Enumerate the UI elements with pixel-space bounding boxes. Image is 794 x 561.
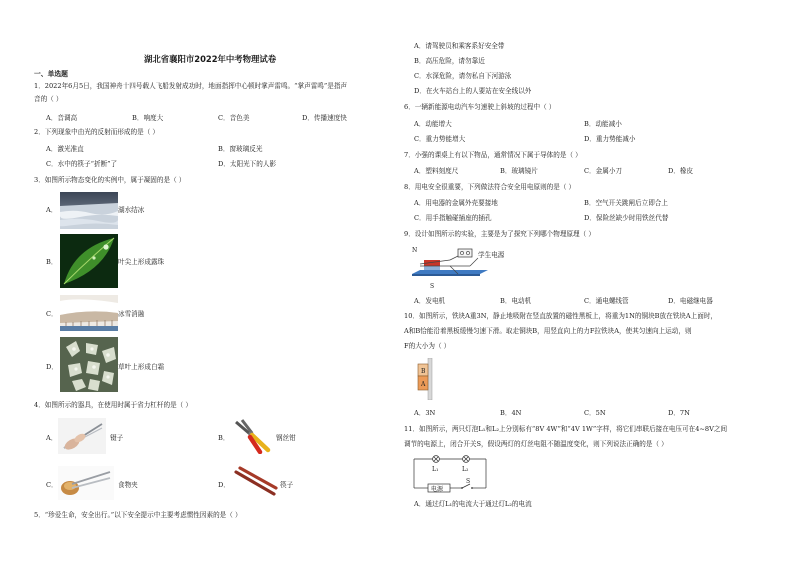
q8-option-c[interactable]: C．用手指触碰插座的插孔	[414, 214, 492, 222]
q4-option-d-caption: 筷子	[280, 481, 294, 489]
q2-option-d[interactable]: D．太阳光下的人影	[218, 160, 277, 168]
q7-option-d[interactable]: D．橡皮	[668, 167, 694, 175]
q10-label-b: B	[421, 368, 426, 375]
chopsticks-image	[232, 466, 278, 500]
q6-option-b[interactable]: B．动能减小	[584, 120, 622, 128]
page-title: 湖北省襄阳市2022年中考物理试卷	[144, 54, 277, 64]
q8-option-d[interactable]: D．保险丝缺少时用铁丝代替	[584, 214, 669, 222]
q4-option-b-letter[interactable]: B．	[218, 434, 230, 442]
q2-stem: 2．下列现象中由光的反射而形成的是（ ）	[34, 128, 159, 136]
q11-circuit-figure	[412, 454, 488, 494]
q3-option-d-letter[interactable]: D．	[46, 363, 58, 371]
q3-option-d-caption: 草叶上形成白霜	[118, 363, 165, 371]
q10-stem-line3: F的大小为（ ）	[404, 342, 451, 350]
q9-option-c[interactable]: C．通电螺线管	[584, 297, 629, 305]
q4-option-c-caption: 食物夹	[118, 481, 138, 489]
q4-option-a-caption: 镊子	[110, 434, 124, 442]
q10-blocks-figure	[412, 358, 434, 400]
q10-option-b[interactable]: B．4N	[500, 409, 522, 417]
melting-snow-image	[60, 295, 118, 331]
q10-option-d[interactable]: D．7N	[668, 409, 690, 417]
q2-option-c[interactable]: C．水中的筷子“折断”了	[46, 160, 118, 168]
q2-option-b[interactable]: B．窗玻璃反光	[218, 145, 263, 153]
q9-option-a[interactable]: A．发电机	[414, 297, 446, 305]
tweezers-image	[58, 418, 106, 454]
q8-stem: 8．用电安全很重要，下列做法符合安全用电原则的是（ ）	[404, 183, 576, 191]
q7-stem: 7．小强的课桌上有以下物品，通常情况下属于导体的是（ ）	[404, 151, 582, 159]
q7-option-c[interactable]: C．金属小刀	[584, 167, 623, 175]
q5-option-a[interactable]: A．请驾驶员和乘客系好安全带	[414, 42, 505, 50]
q5-option-d[interactable]: D．在火车站台上的人要站在安全线以外	[414, 87, 532, 95]
q1-stem-line2: 音的（ ）	[34, 95, 63, 103]
q7-option-b[interactable]: B．玻璃镜片	[500, 167, 538, 175]
q10-label-a: A	[421, 381, 426, 388]
q3-option-c-caption: 冰雪消融	[118, 310, 145, 318]
q1-stem-line1: 1．2022年6月5日，我国神舟十四号载人飞船发射成功时，地面指挥中心顿时掌声雷鸣。“掌声雷鸣”是指声	[34, 82, 348, 90]
food-tongs-image	[58, 466, 114, 500]
q9-option-d[interactable]: D．电磁继电器	[668, 297, 713, 305]
q4-option-d-letter[interactable]: D．	[218, 481, 230, 489]
q2-option-a[interactable]: A．激光准直	[46, 145, 84, 153]
q5-option-c[interactable]: C．水深危险，请勿私自下河游泳	[414, 72, 512, 80]
q10-stem-line1: 10．如图所示，铁块A重3N，静止地吸附在竖直放置的磁性黑板上，将重为1N的铜块B放在铁块A上面时，	[404, 312, 718, 320]
q9-label-n: N	[412, 247, 418, 254]
q11-stem-line1: 11．如图所示，两只灯泡L₁和L₂上分别标有“8V 4W”和“4V 1W”字样，将它们串联后接在电压可在4~8V之间	[404, 425, 728, 433]
q4-option-b-caption: 钢丝钳	[276, 434, 296, 442]
q3-stem: 3．如图所示物态变化的实例中，属于凝固的是（ ）	[34, 176, 186, 184]
pliers-image	[232, 418, 272, 454]
q11-label-power: 电源	[431, 486, 444, 493]
q11-label-l1: L₁	[432, 466, 439, 473]
q9-stem: 9．设计如图所示的实验，主要是为了探究下列哪个物理原理（ ）	[404, 230, 595, 238]
frost-leaves-image	[60, 337, 118, 392]
q8-option-b[interactable]: B．空气开关跳闸后立即合上	[584, 199, 668, 207]
q3-option-a-letter[interactable]: A．	[46, 206, 58, 214]
q7-option-a[interactable]: A．塑料刻度尺	[414, 167, 459, 175]
leaf-dew-image	[60, 234, 118, 288]
q3-option-b-letter[interactable]: B．	[46, 258, 58, 266]
q6-option-a[interactable]: A．动能增大	[414, 120, 452, 128]
q11-stem-line2: 调节的电源上，闭合开关S，假设两灯的灯丝电阻不随温度变化，则下列说法正确的是（ ）	[404, 440, 668, 448]
q10-stem-line2: A和B恰能沿着黑板缓慢匀速下滑。取走铜块B，用竖直向上的力F拉铁块A，使其匀速向上运动，则	[404, 327, 692, 335]
q10-option-c[interactable]: C．5N	[584, 409, 606, 417]
q11-label-s: S	[466, 478, 471, 485]
q3-option-b-caption: 叶尖上形成露珠	[118, 258, 165, 266]
q9-label-s: S	[430, 283, 435, 290]
section-heading: 一、单选题	[34, 70, 68, 78]
frozen-lake-image	[60, 192, 118, 229]
q6-option-d[interactable]: D．重力势能减小	[584, 135, 636, 143]
q4-stem: 4．如图所示的器具，在使用时属于省力杠杆的是（ ）	[34, 401, 192, 409]
q11-option-a[interactable]: A．通过灯L₁的电流大于通过灯L₂的电流	[414, 500, 532, 508]
q6-option-c[interactable]: C．重力势能增大	[414, 135, 466, 143]
q4-option-a-letter[interactable]: A．	[46, 434, 58, 442]
q5-stem: 5．“珍爱生命，安全出行。”以下安全提示中主要考虑惯性因素的是（ ）	[34, 511, 242, 519]
q6-stem: 6．一辆新能源电动汽车匀速驶上斜坡的过程中（ ）	[404, 103, 556, 111]
q9-label-power: 学生电源	[478, 251, 505, 259]
q1-option-c[interactable]: C．音色美	[218, 114, 250, 122]
q1-option-a[interactable]: A．音调高	[46, 114, 78, 122]
q4-option-c-letter[interactable]: C．	[46, 481, 58, 489]
q3-option-c-letter[interactable]: C．	[46, 310, 58, 318]
q5-option-b[interactable]: B．高压危险，请勿靠近	[414, 57, 485, 65]
q8-option-a[interactable]: A．用电器的金属外壳要接地	[414, 199, 498, 207]
q9-option-b[interactable]: B．电动机	[500, 297, 532, 305]
q10-option-a[interactable]: A．3N	[414, 409, 436, 417]
q1-option-b[interactable]: B．响度大	[132, 114, 164, 122]
q3-option-a-caption: 湖水结冰	[118, 206, 145, 214]
q11-label-l2: L₂	[462, 466, 469, 473]
q1-option-d[interactable]: D．传播速度快	[302, 114, 347, 122]
